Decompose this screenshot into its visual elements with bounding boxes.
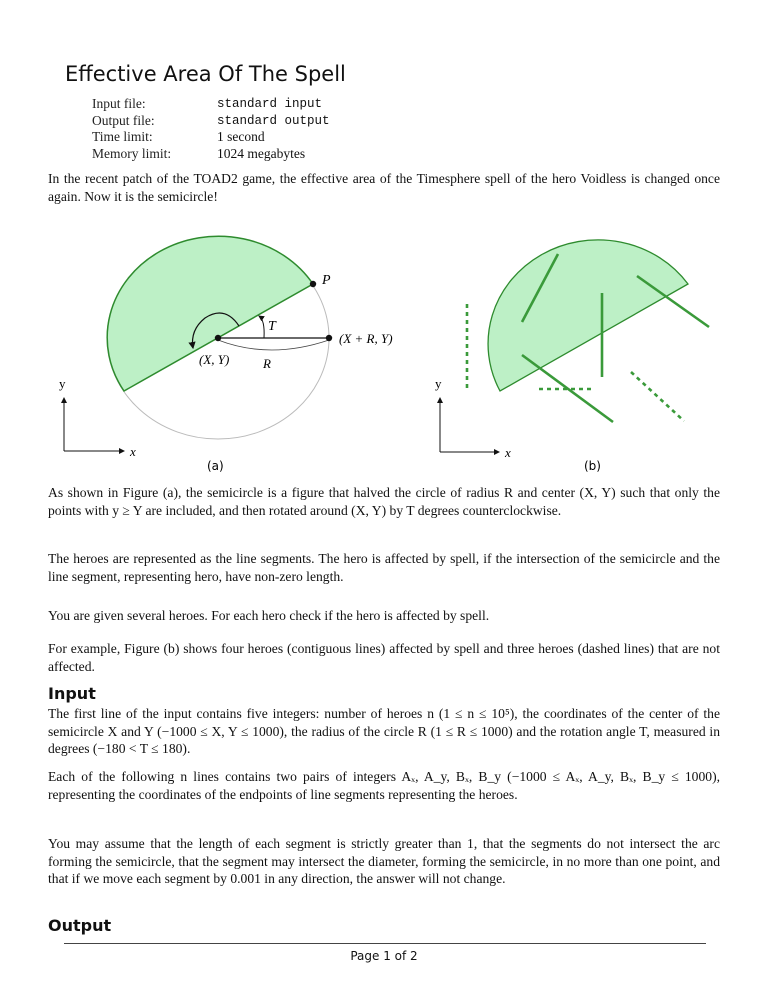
label-center: (X, Y) xyxy=(199,352,230,367)
radius-end-point xyxy=(326,335,332,341)
semicircle xyxy=(107,236,313,391)
x-axis-label: x xyxy=(505,445,511,460)
info-label: Time limit: xyxy=(92,129,153,145)
input-paragraph-2: Each of the following n lines contains two pairs of integers Aₓ, A_y, Bₓ, B_y (−1000 ≤ Aₓ, A_y, Bₓ, B_y ≤ 1000), representing the coordinates of the endpoints of line segments representing the heroes. xyxy=(48,769,720,802)
intro-paragraph: In the recent patch of the TOAD2 game, the effective area of the Timesphere spell of the hero Voidless is changed once again. Now it is the semicircle! xyxy=(48,171,720,204)
info-label: Input file: xyxy=(92,96,146,111)
info-label: Memory limit: xyxy=(92,145,172,161)
input-paragraph-1: The first line of the input contains five integers: number of heroes n (1 ≤ n ≤ 10⁵), the coordinates of the center of the semicircle X and Y (−1000 ≤ X, Y ≤ 1000), the radius of the circle R (1 ≤ R ≤ 1000) and the rotation angle T, measured in degrees (−180 < T ≤ 180). xyxy=(48,706,720,756)
label-t: T xyxy=(268,319,276,334)
info-value: 1024 megabytes xyxy=(217,145,306,161)
point-p xyxy=(310,281,316,287)
x-axis-label: x xyxy=(130,444,136,459)
info-value: 1 second xyxy=(217,129,265,145)
label-x-plus-r: (X + R, Y) xyxy=(339,331,393,346)
page-number: Page 1 of 2 xyxy=(350,949,418,963)
angle-t-arrow xyxy=(259,316,264,338)
label-p: P xyxy=(322,273,331,288)
paragraph-semicircle: As shown in Figure (a), the semicircle is a figure that halved the circle of radius R and center (X, Y) such that only the points with y ≥ Y are included, and then rotated around (X, Y) by T degrees counterclockwise. xyxy=(48,485,720,518)
footer-divider xyxy=(64,943,706,944)
output-heading: Output xyxy=(48,916,112,935)
center-point xyxy=(215,335,221,341)
figure-b xyxy=(435,240,709,473)
paragraph-task: You are given several heroes. For each hero check if the hero is affected by spell. xyxy=(48,608,490,623)
figures xyxy=(0,0,768,480)
input-heading: Input xyxy=(48,684,96,703)
label-r: R xyxy=(263,356,271,371)
y-axis-label: y xyxy=(59,376,66,391)
paragraph-example: For example, Figure (b) shows four heroes (contiguous lines) affected by spell and three heroes (dashed lines) that are not affected. xyxy=(48,641,720,674)
input-paragraph-3: You may assume that the length of each segment is strictly greater than 1, that the segments do not intersect the arc forming the semicircle, that the segment may intersect the diameter, forming the semicircle, in no more than one point, and that if we move each segment by 0.001 in any direction, the answer will not change. xyxy=(48,836,720,886)
problem-title: Effective Area Of The Spell xyxy=(65,62,346,86)
paragraph-heroes: The heroes are represented as the line segments. The hero is affected by spell, if the intersection of the semicircle and the line segment, representing hero, have non-zero length. xyxy=(48,551,720,584)
caption-a: (a) xyxy=(207,459,224,473)
radius-arc xyxy=(218,340,329,350)
info-value: standard output xyxy=(217,113,330,128)
info-value: standard input xyxy=(217,97,323,111)
y-axis-label: y xyxy=(435,376,442,391)
hero-segment xyxy=(522,355,613,422)
hero-segment-dashed xyxy=(631,372,684,421)
info-label: Output file: xyxy=(92,112,155,128)
semicircle xyxy=(488,240,688,391)
caption-b: (b) xyxy=(584,459,601,473)
figure-a xyxy=(59,236,393,473)
